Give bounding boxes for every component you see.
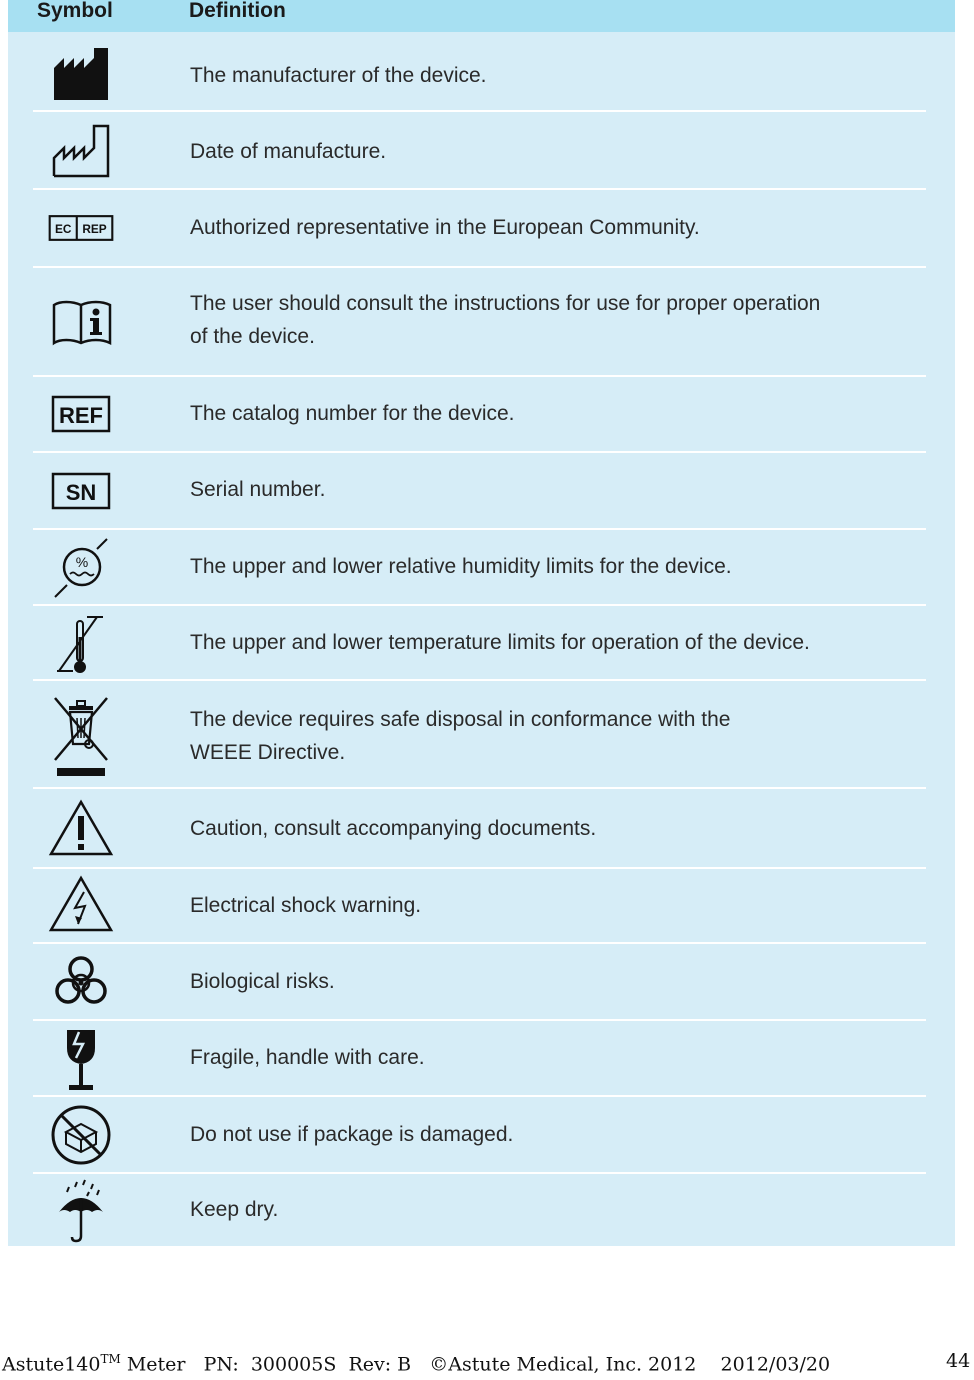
row-text-line1: The device requires safe disposal in conformance with the bbox=[190, 708, 731, 731]
ec-text: EC bbox=[55, 222, 72, 237]
table-row bbox=[8, 681, 955, 789]
row-text: Biological risks. bbox=[190, 970, 335, 993]
row-text: Fragile, handle with care. bbox=[190, 1046, 425, 1069]
row-text: Electrical shock warning. bbox=[190, 894, 422, 917]
table-row bbox=[8, 944, 955, 1021]
table-row bbox=[8, 869, 955, 944]
table-row bbox=[8, 1097, 955, 1174]
row-text: The manufacturer of the device. bbox=[190, 64, 487, 87]
table-row bbox=[8, 268, 955, 377]
percent-text: % bbox=[75, 554, 89, 570]
row-text: Do not use if package is damaged. bbox=[190, 1123, 514, 1146]
biohazard-icon bbox=[48, 950, 114, 1016]
header-symbol: Symbol bbox=[37, 0, 113, 22]
humidity-icon bbox=[48, 536, 114, 600]
weee-icon bbox=[48, 693, 114, 777]
ref-text: REF bbox=[59, 403, 103, 428]
table-row bbox=[8, 789, 955, 869]
fragile-icon bbox=[48, 1025, 114, 1093]
page-number: 44 bbox=[946, 1350, 971, 1372]
electrical-shock-icon bbox=[48, 873, 114, 935]
table-row bbox=[8, 377, 955, 453]
row-text-line2: WEEE Directive. bbox=[190, 741, 346, 764]
table-row bbox=[8, 453, 955, 530]
date-of-manufacture-icon bbox=[48, 120, 114, 182]
footer-product: Astute140 bbox=[2, 1353, 101, 1376]
header-definition: Definition bbox=[189, 0, 286, 22]
consult-instructions-icon bbox=[48, 290, 114, 354]
page-footer bbox=[0, 1350, 974, 1380]
row-text-line2: of the device. bbox=[190, 325, 315, 348]
row-text: The upper and lower temperature limits for operation of the device. bbox=[190, 631, 810, 654]
table-row bbox=[8, 190, 955, 268]
row-text bbox=[190, 287, 920, 353]
rep-text: REP bbox=[82, 222, 107, 237]
table-header bbox=[8, 0, 955, 32]
footer-details: Meter PN: 300005S Rev: B ©Astute Medical, Inc. 2012 2012/03/20 bbox=[120, 1353, 831, 1376]
table-row bbox=[8, 1174, 955, 1246]
row-text: The upper and lower relative humidity limits for the device. bbox=[190, 555, 732, 578]
table-row bbox=[8, 606, 955, 681]
ref-icon bbox=[48, 395, 114, 433]
do-not-use-if-damaged-icon bbox=[48, 1102, 114, 1168]
sn-text: SN bbox=[65, 480, 97, 505]
table-row bbox=[8, 530, 955, 606]
sn-icon bbox=[48, 472, 114, 510]
row-text: Authorized representative in the European Community. bbox=[190, 216, 700, 239]
table-row bbox=[8, 1021, 955, 1097]
caution-icon bbox=[48, 795, 114, 861]
row-text: The catalog number for the device. bbox=[190, 402, 515, 425]
temperature-icon bbox=[48, 612, 114, 676]
row-text: Keep dry. bbox=[190, 1198, 279, 1221]
ec-rep-icon bbox=[48, 210, 114, 246]
footer-trademark: TM bbox=[100, 1352, 121, 1366]
footer-text bbox=[2, 1352, 830, 1375]
keep-dry-icon bbox=[48, 1178, 114, 1244]
symbol-table bbox=[8, 0, 955, 1246]
row-text: Date of manufacture. bbox=[190, 140, 387, 163]
row-text: Caution, consult accompanying documents. bbox=[190, 817, 597, 840]
row-text bbox=[190, 703, 920, 769]
manufacturer-icon bbox=[48, 40, 114, 106]
table-row bbox=[8, 112, 955, 190]
row-text-line1: The user should consult the instructions for use for proper operation bbox=[190, 292, 821, 315]
row-text: Serial number. bbox=[190, 478, 326, 501]
table-row bbox=[8, 32, 955, 112]
